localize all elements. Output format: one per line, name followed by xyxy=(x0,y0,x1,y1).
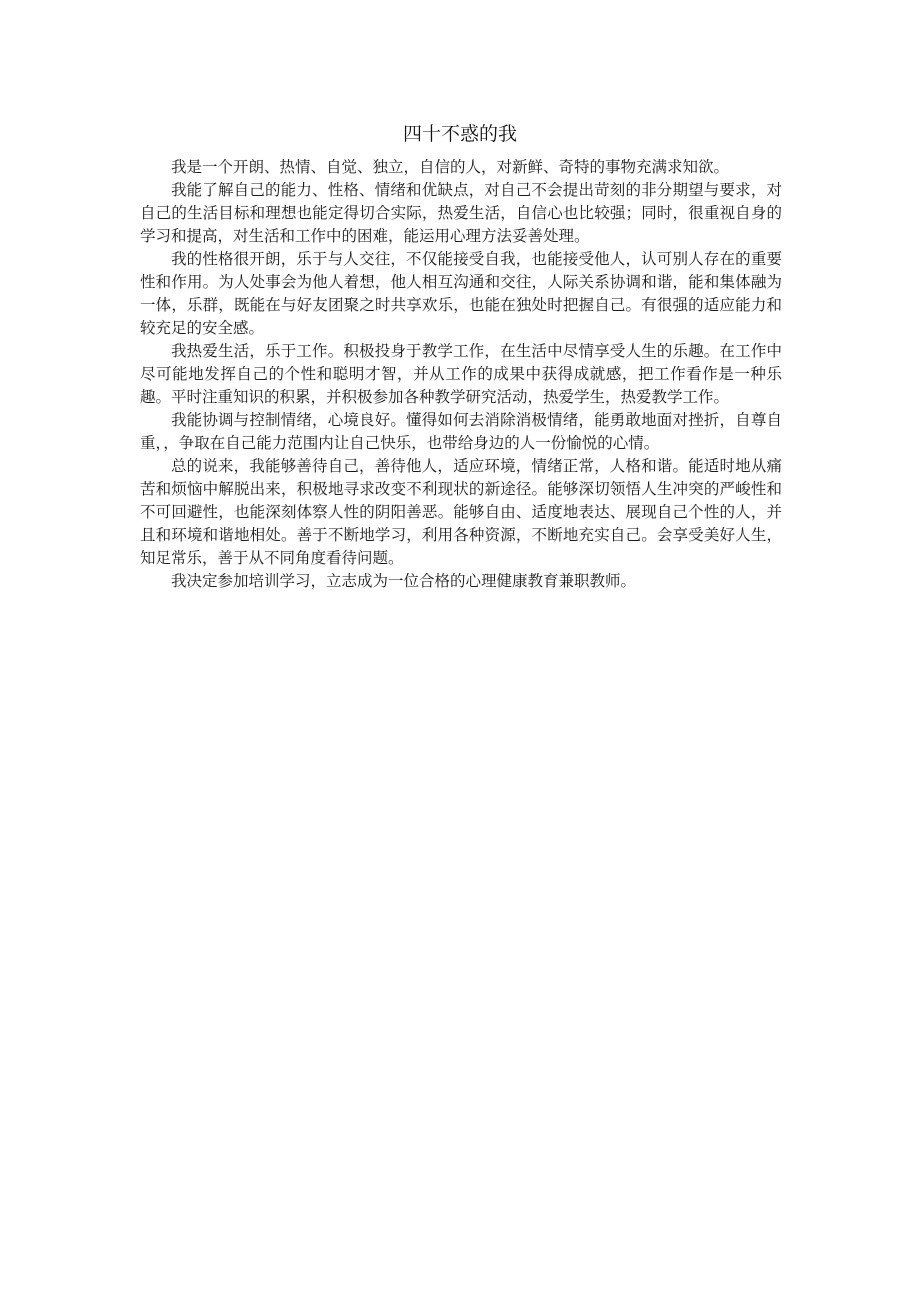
paragraph: 我的性格很开朗，乐于与人交往，不仅能接受自我，也能接受他人，认可别人存在的重要性和作用。为人处事会为他人着想，他人相互沟通和交往，人际关系协调和谐，能和集体融为一体，乐群，既能在与好友团聚之时共享欢乐，也能在独处时把握自己。有很强的适应能力和较充足的安全感。 xyxy=(140,250,782,337)
paragraph: 我热爱生活，乐于工作。积极投身于教学工作，在生活中尽情享受人生的乐趣。在工作中尽可能地发挥自己的个性和聪明才智，并从工作的成果中获得成就感，把工作看作是一种乐趣。平时注重知识的积累，并积极参加各种教学研究活动，热爱学生，热爱教学工作。 xyxy=(140,342,782,406)
paragraph: 我是一个开朗、热情、自觉、独立，自信的人，对新鲜、奇特的事物充满求知欲。 xyxy=(171,158,730,176)
paragraph: 总的说来，我能够善待自己，善待他人，适应环境，情绪正常，人格和谐。能适时地从痛苦和烦恼中解脱出来，积极地寻求改变不利现状的新途径。能够深切领悟人生冲突的严峻性和不可回避性，也能深刻体察人性的阴阳善恶。能够自由、适度地表达、展现自己个性的人，并且和环境和谐地相处。善于不断地学习，利用各种资源，不断地充实自己。会享受美好人生，知足常乐，善于从不同角度看待问题。 xyxy=(140,457,782,567)
document-title: 四十不惑的我 xyxy=(402,123,517,145)
paragraph: 我能协调与控制情绪，心境良好。懂得如何去消除消极情绪，能勇敢地面对挫折，自尊自重，，争取在自己能力范围内让自己快乐，也带给身边的人一份愉悦的心情。 xyxy=(140,411,782,452)
paragraph: 我能了解自己的能力、性格、情绪和优缺点，对自己不会提出苛刻的非分期望与要求，对自己的生活目标和理想也能定得切合实际，热爱生活，自信心也比较强；同时，很重视自身的学习和提高，对生活和工作中的困难，能运用心理方法妥善处理。 xyxy=(140,181,782,245)
paragraph: 我决定参加培训学习，立志成为一位合格的心理健康教育兼职教师。 xyxy=(171,572,637,590)
document-body xyxy=(140,156,782,593)
